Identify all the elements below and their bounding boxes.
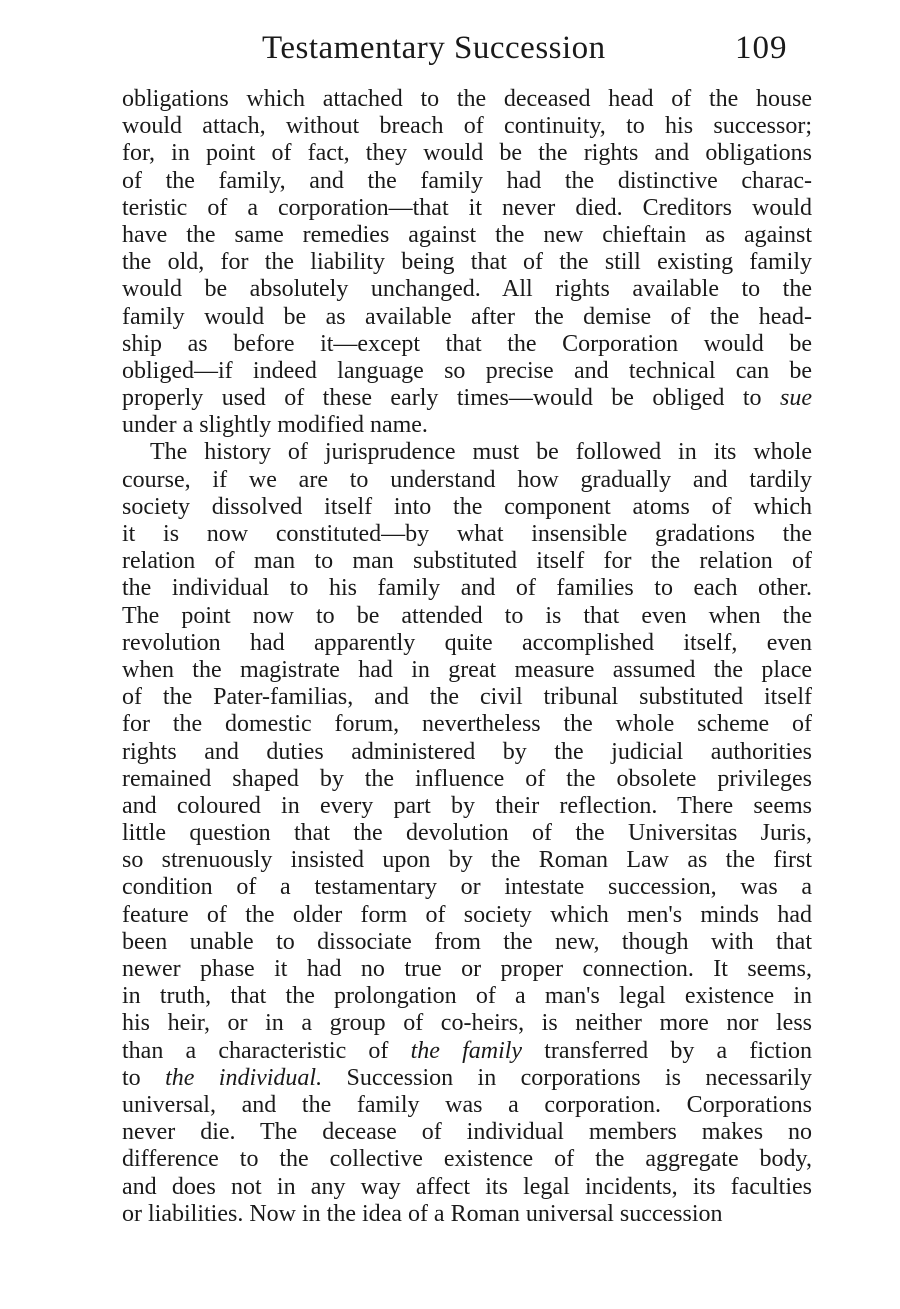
text-line: or liabilities. Now in the idea of a Roman universal succession [122,1200,723,1227]
text-line: of the family, and the family had the distinctive charac- [122,167,812,194]
text-line: newer phase it had no true or proper connection. It seems, [122,956,812,982]
paragraph-1 [122,86,812,439]
page-number: 109 [735,30,788,66]
text-line: his heir, or in a group of co-heirs, is neither more nor less [122,1010,812,1037]
text-line: The point now to be attended to is that even when the [122,602,812,629]
text-line: ship as before it—except that the Corporation would be [122,330,812,357]
paragraph-2 [122,439,812,1227]
text-span: transferred by a fiction [522,1037,812,1064]
text-line: never die. The decease of individual members makes no [122,1119,812,1146]
text-line-with-italic [122,1065,812,1092]
text-line: have the same remedies against the new chieftain as against [122,221,812,248]
text-line: of the Pater-familias, and the civil tribunal substituted itself [122,684,812,711]
text-span: than a characteristic of [122,1037,411,1064]
text-line: rights and duties administered by the judicial authorities [122,738,812,765]
text-line: for, in point of fact, they would be the rights and obligations [122,140,812,167]
text-line: and coloured in every part by their reflection. There seems [122,792,812,819]
text-line: relation of man to man substituted itself for the relation of [122,548,812,575]
text-line: would attach, without breach of continuity, to his successor; [122,113,812,140]
text-line: feature of the older form of society which men's minds had [122,901,812,928]
text-line: and does not in any way affect its legal incidents, its faculties [122,1173,812,1200]
text-line: family would be as available after the demise of the head- [122,303,812,330]
text-line: revolution had apparently quite accomplished itself, even [122,629,812,656]
text-line: for the domestic forum, nevertheless the whole scheme of [122,711,812,738]
italic-word: sue [780,385,812,412]
text-line: when the magistrate had in great measure assumed the place [122,656,812,683]
text-line: it is now constituted—by what insensible gradations the [122,521,812,547]
text-span: to [122,1064,166,1091]
text-line: under a slightly modified name. [122,412,428,439]
text-line: the old, for the liability being that of the still existing family [122,249,812,276]
text-line: obliged—if indeed language so precise and technical can be [122,357,812,384]
text-line: remained shaped by the influence of the obsolete privileges [122,765,812,792]
text-line: The history of jurisprudence must be followed in its whole [150,439,812,466]
text-line: been unable to dissociate from the new, though with that [122,928,812,955]
text-line: so strenuously insisted upon by the Roman Law as the first [122,847,812,874]
text-line: difference to the collective existence of the aggregate body, [122,1146,812,1173]
text-line: course, if we are to understand how gradually and tardily [122,466,812,493]
text-line: little question that the devolution of the Universitas Juris, [122,820,812,847]
body-text [122,86,812,1228]
text-line: obligations which attached to the deceased head of the house [122,86,812,112]
text-line: society dissolved itself into the component atoms of which [122,493,812,520]
text-line-with-italic [122,385,812,412]
running-title: Testamentary Succession [262,30,606,66]
running-head [0,30,900,80]
text-line: universal, and the family was a corporation. Corporations [122,1091,812,1118]
text-line: condition of a testamentary or intestate succession, was a [122,874,812,901]
italic-phrase: the individual. [165,1064,323,1091]
text-line: would be absolutely unchanged. All rights available to the [122,276,812,303]
text-span: properly used of these early times—would be obliged to [122,385,780,412]
text-span: Succession in corporations is necessarily [322,1064,812,1091]
text-line: the individual to his family and of families to each other. [122,575,812,602]
text-line: teristic of a corporation—that it never died. Creditors would [122,194,812,221]
text-line: in truth, that the prolongation of a man's legal existence in [122,983,812,1010]
text-line-with-italic [122,1038,812,1065]
italic-phrase: the family [410,1037,523,1064]
